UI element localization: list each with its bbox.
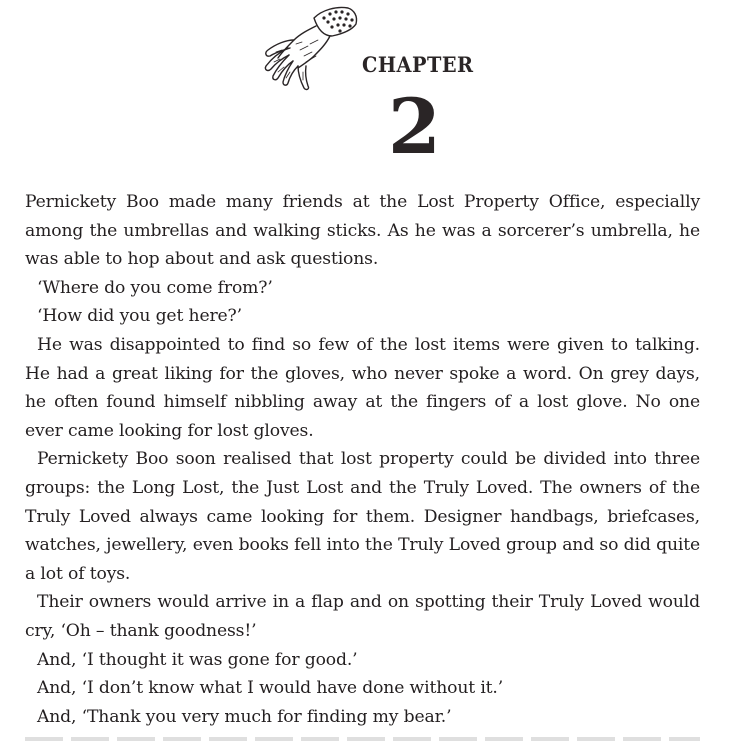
- chapter-body: [25, 188, 700, 731]
- chapter-label: CHAPTER: [362, 52, 474, 77]
- glove-icon: [256, 0, 366, 100]
- cut-off-text-line: [25, 732, 700, 741]
- paragraph: ‘Where do you come from?’: [37, 277, 273, 298]
- paragraph: Their owners would arrive in a flap and on spotting their Truly Loved would cry, ‘Oh – thank goodness!’: [25, 592, 700, 641]
- paragraph: Pernickety Boo made many friends at the Lost Property Office, especially among the umbrellas and walking sticks. As he was a sorcerer’s umbrella, he was able to hop about and ask questions.: [25, 192, 700, 270]
- paragraph: Pernickety Boo soon realised that lost property could be divided into three groups: the Long Lost, the Just Lost and the Truly Loved. The owners of the Truly Loved always came looking for them. Designer handbags, briefcases, watches, jewellery, even books fell into the Truly Loved group and so did quite a lot of toys.: [25, 449, 700, 584]
- paragraph: He was disappointed to find so few of the lost items were given to talking. He had a great liking for the gloves, who never spoke a word. On grey days, he often found himself nibbling away at the fingers of a lost glove. No one ever came looking for lost gloves.: [25, 334, 700, 441]
- paragraph: And, ‘I thought it was gone for good.’: [37, 649, 358, 670]
- paragraph: And, ‘I don’t know what I would have done without it.’: [37, 678, 504, 699]
- chapter-number: 2: [388, 82, 441, 171]
- paragraph: ‘How did you get here?’: [37, 306, 242, 327]
- chapter-header: [0, 0, 744, 180]
- paragraph: And, ‘Thank you very much for finding my bear.’: [37, 706, 452, 727]
